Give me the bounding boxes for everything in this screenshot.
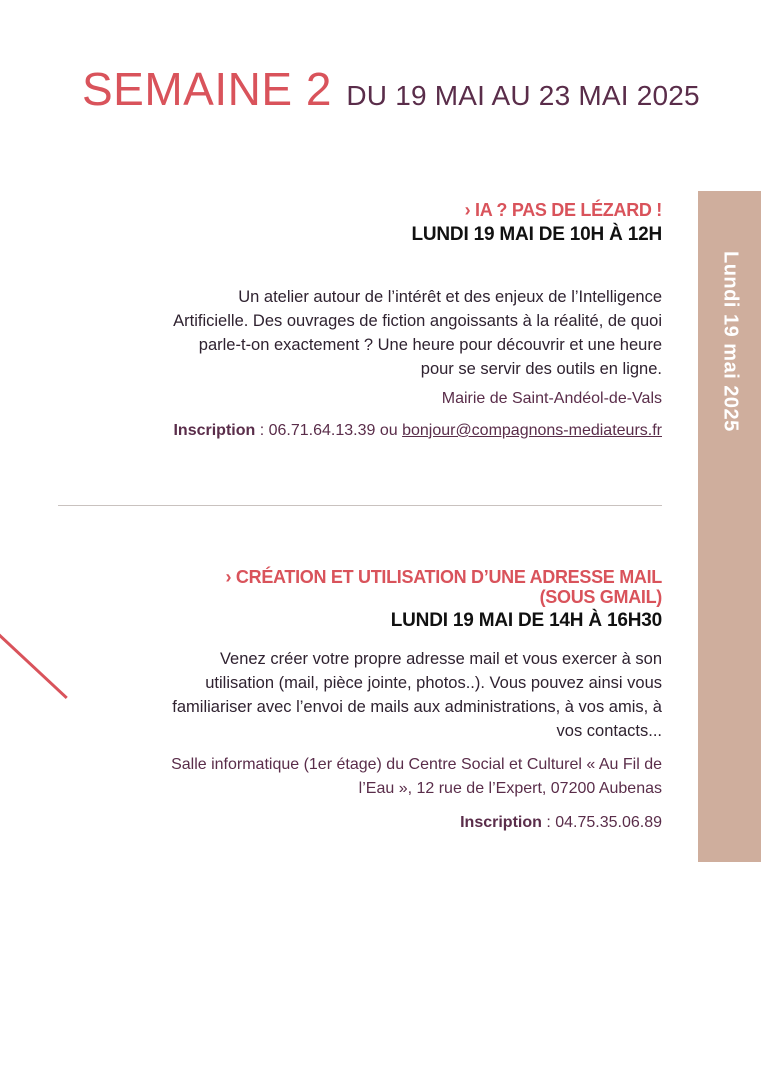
event-location: Mairie de Saint-Andéol-de-Vals [441,390,662,407]
description-line: vos contacts... [556,722,662,740]
description-line: parle-t-on exactement ? Une heure pour découvrir et une heure [198,336,662,354]
inscription-label: Inscription [460,814,542,831]
location-line: l’Eau », 12 rue de l’Expert, 07200 Aubenas [358,780,662,797]
description-line: utilisation (mail, pièce jointe, photos..). Vous pouvez ainsi vous [205,674,662,692]
location-line: Salle informatique (1er étage) du Centre Social et Culturel « Au Fil de [171,756,662,773]
decorative-accent-line [0,615,68,699]
section-divider [58,505,662,506]
event-title [78,567,662,607]
event-title: › IA ? PAS DE LÉZARD ! [464,200,662,220]
event-description [78,285,662,381]
event-location [78,753,662,801]
inscription-phone: : 04.75.35.06.89 [541,814,662,831]
event-ia [78,200,662,443]
description-line: familiariser avec l’envoi de mails aux administrations, à vos amis, à [172,698,662,716]
sidebar-day-label: Lundi 19 mai 2025 [719,251,741,432]
week-title: SEMAINE 2 [82,63,332,115]
event-inscription [78,419,662,443]
description-line: Venez créer votre propre adresse mail et vous exercer à son [219,650,662,668]
inscription-email-link[interactable]: bonjour@compagnons-mediateurs.fr [402,422,662,439]
inscription-label: Inscription [173,422,256,439]
event-description [78,647,662,743]
week-dates: DU 19 MAI AU 23 MAI 2025 [346,80,700,111]
event-date: LUNDI 19 MAI DE 14H À 16H30 [390,610,662,631]
day-sidebar [698,191,761,862]
event-mail [78,567,662,835]
event-date: LUNDI 19 MAI DE 10H À 12H [411,224,662,245]
title-line: › CRÉATION ET UTILISATION D’UNE ADRESSE MAIL [225,567,662,587]
description-line: pour se servir des outils en ligne. [420,360,662,378]
description-line: Un atelier autour de l’intérêt et des enjeux de l’Intelligence [238,288,662,306]
page-header [82,62,700,116]
title-line: (SOUS GMAIL) [539,587,662,607]
event-inscription [78,811,662,835]
description-line: Artificielle. Des ouvrages de fiction angoissants à la réalité, de quoi [173,312,662,330]
inscription-phone: : 06.71.64.13.39 ou [255,422,403,439]
